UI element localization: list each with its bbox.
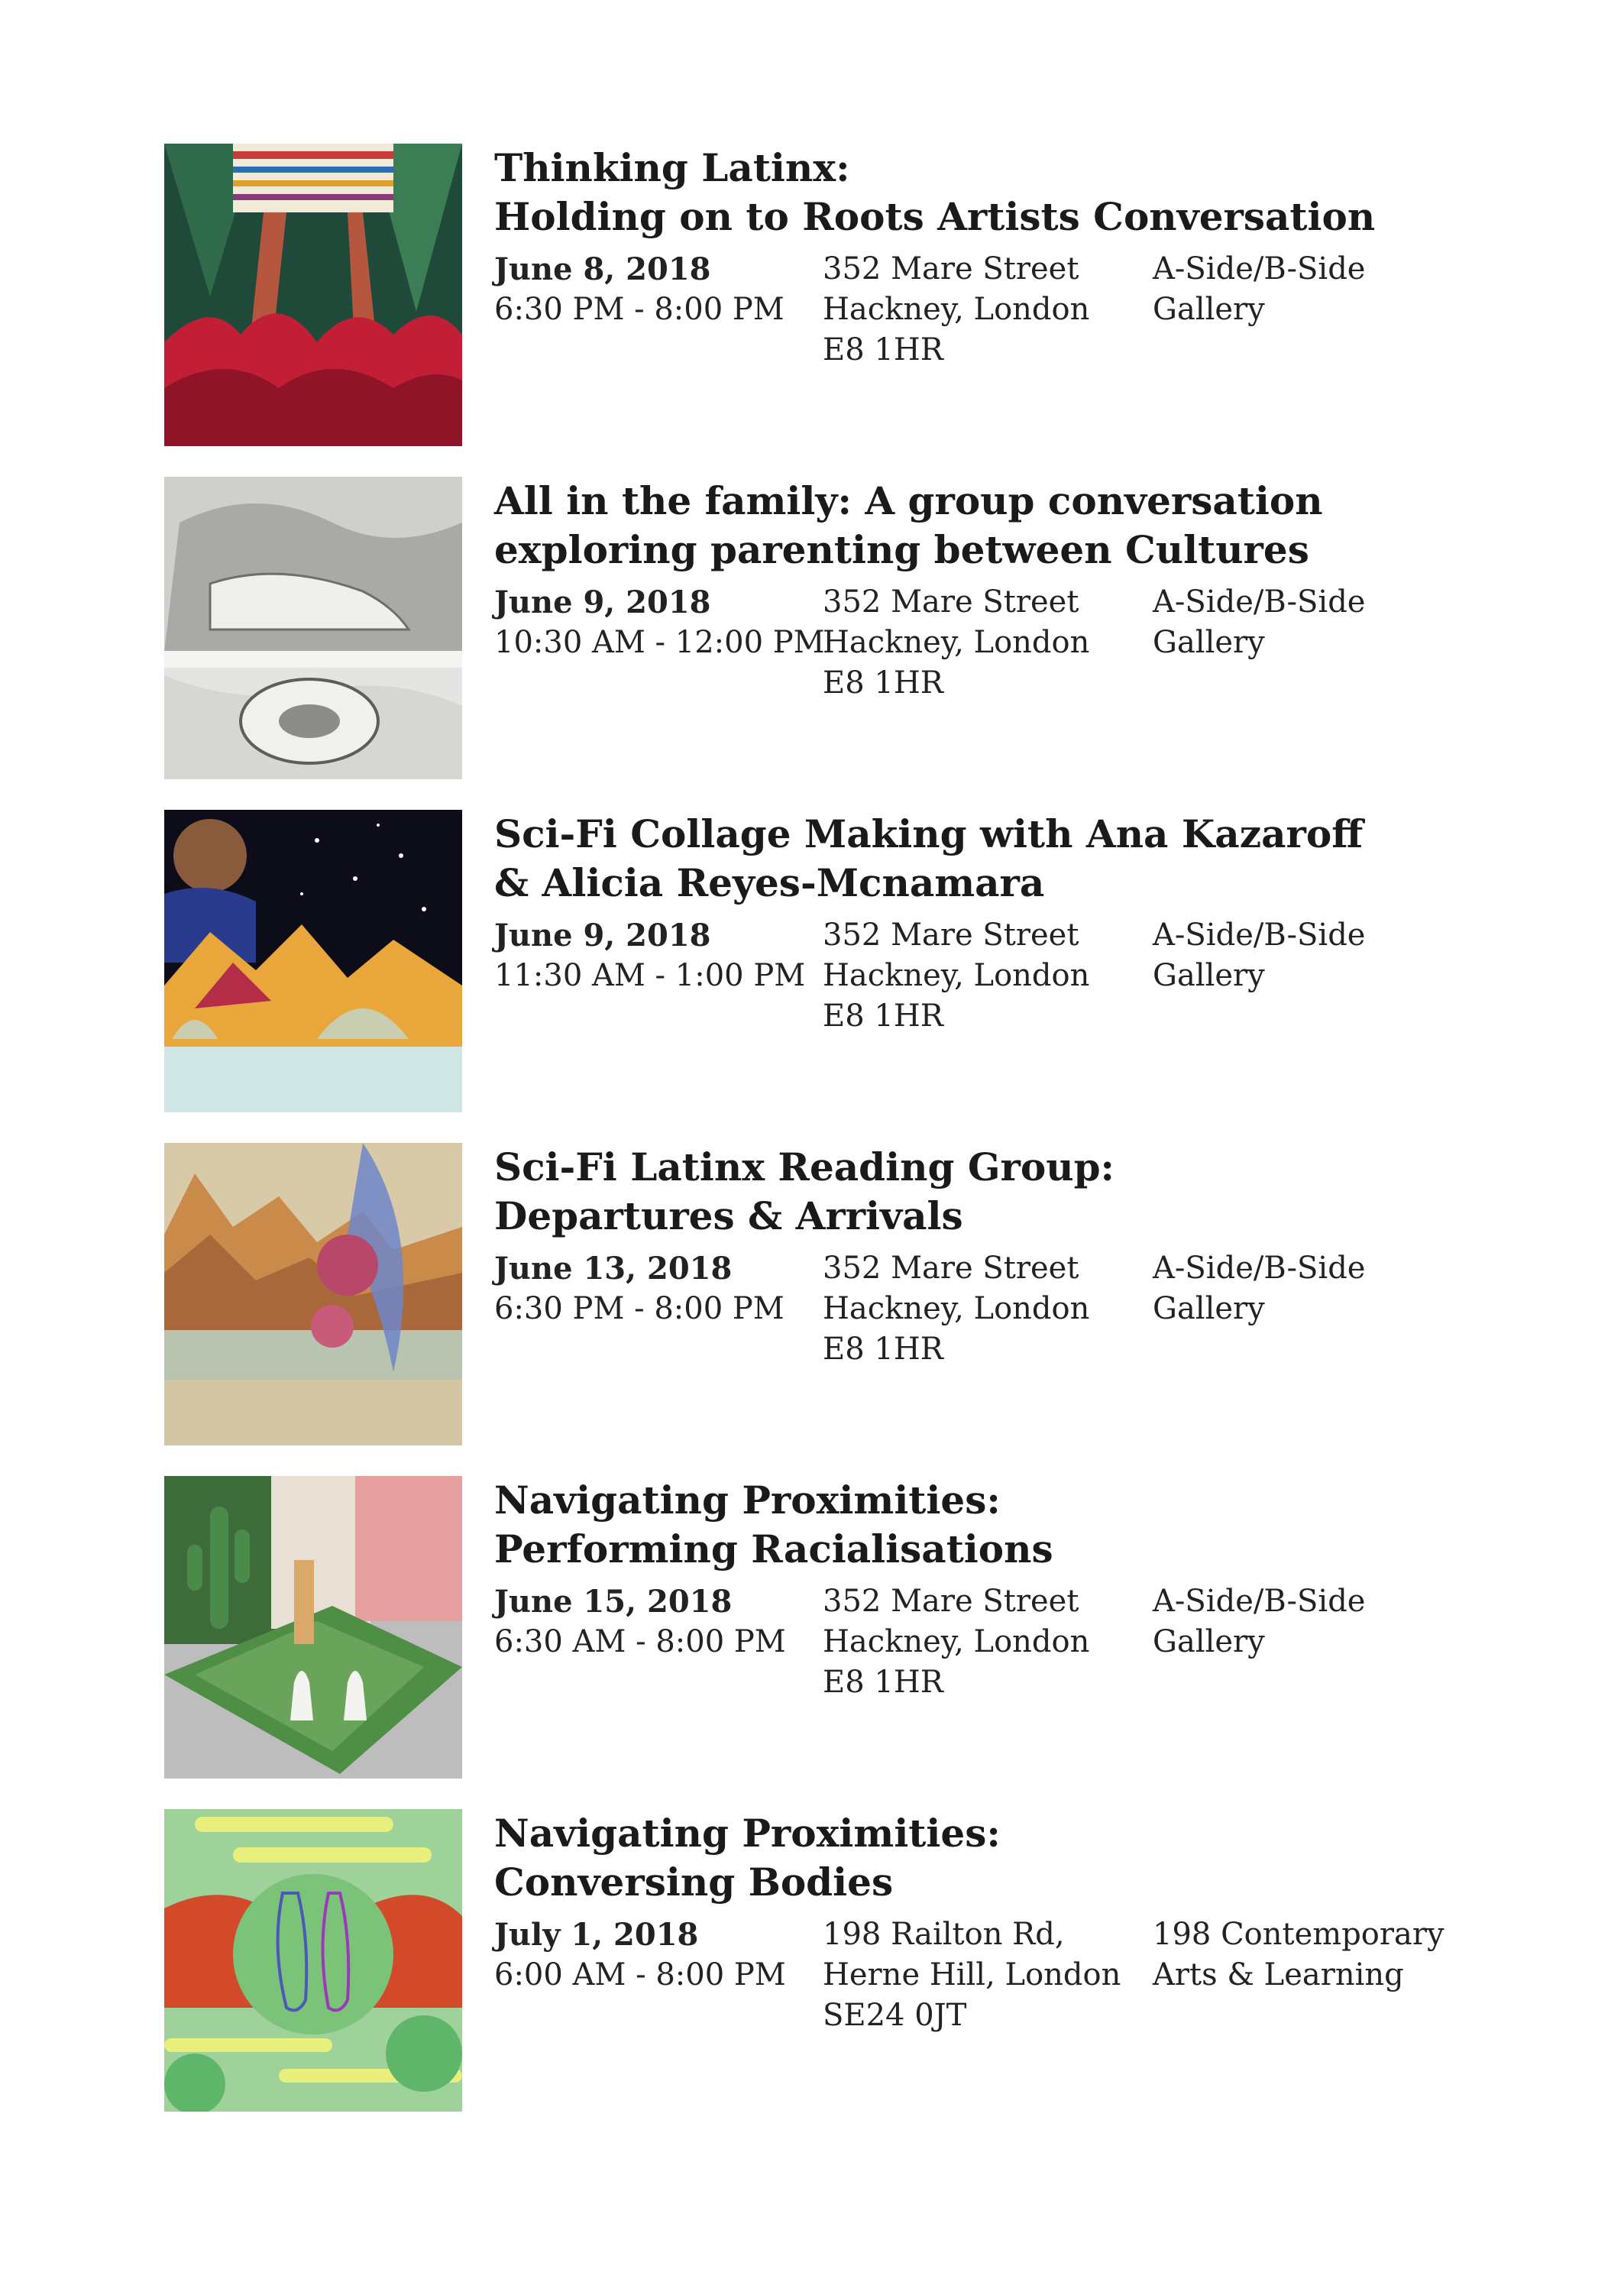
event-date-time <box>494 249 815 330</box>
event-date-time <box>494 915 815 996</box>
event-address: 352 Mare Street Hackney, London E8 1HR <box>823 918 1090 1034</box>
event-venue: A-Side/B-Side Gallery <box>1153 251 1366 327</box>
event-date-time <box>494 1581 815 1662</box>
event-artwork-image <box>164 1809 462 2112</box>
event-title: All in the family: A group conversation exploring parenting between Cultures <box>494 478 1323 572</box>
event-venue: A-Side/B-Side Gallery <box>1153 584 1366 660</box>
event-time: 6:00 AM - 8:00 PM <box>494 1957 786 1992</box>
event-time: 6:30 AM - 8:00 PM <box>494 1624 786 1659</box>
event-venue: 198 Contemporary Arts & Learning <box>1153 1917 1444 1992</box>
event-artwork-image <box>164 144 462 446</box>
event-date: July 1, 2018 <box>494 1917 699 1953</box>
event-date-time <box>494 1248 815 1329</box>
event-time: 6:30 PM - 8:00 PM <box>494 1291 785 1326</box>
event-title: Navigating Proximities: Performing Racialisations <box>494 1478 1053 1571</box>
event-item <box>164 477 1463 779</box>
event-address: 352 Mare Street Hackney, London E8 1HR <box>823 1251 1090 1367</box>
event-item <box>164 1809 1463 2112</box>
event-item <box>164 144 1463 446</box>
event-time: 10:30 AM - 12:00 PM <box>494 625 825 660</box>
event-title: Navigating Proximities: Conversing Bodies <box>494 1811 1001 1905</box>
event-venue: A-Side/B-Side Gallery <box>1153 918 1366 993</box>
event-artwork-image <box>164 1143 462 1445</box>
event-title: Sci-Fi Latinx Reading Group: Departures & Arrivals <box>494 1144 1115 1238</box>
event-date-time <box>494 582 825 663</box>
event-date: June 9, 2018 <box>494 918 711 953</box>
event-item <box>164 1476 1463 1779</box>
event-date: June 15, 2018 <box>494 1584 733 1620</box>
event-date: June 8, 2018 <box>494 251 711 287</box>
event-artwork-image <box>164 810 462 1112</box>
event-item <box>164 810 1463 1112</box>
event-time: 6:30 PM - 8:00 PM <box>494 292 785 327</box>
event-time: 11:30 AM - 1:00 PM <box>494 958 806 993</box>
event-venue: A-Side/B-Side Gallery <box>1153 1251 1366 1326</box>
event-item <box>164 1143 1463 1445</box>
event-title: Thinking Latinx: Holding on to Roots Artists Conversation <box>494 145 1376 239</box>
event-artwork-image <box>164 1476 462 1779</box>
event-address: 352 Mare Street Hackney, London E8 1HR <box>823 1584 1090 1700</box>
event-address: 352 Mare Street Hackney, London E8 1HR <box>823 251 1090 367</box>
event-date: June 13, 2018 <box>494 1251 733 1287</box>
event-venue: A-Side/B-Side Gallery <box>1153 1584 1366 1659</box>
event-address: 198 Railton Rd, Herne Hill, London SE24 0JT <box>823 1917 1121 2033</box>
event-date-time <box>494 1915 815 1995</box>
event-title: Sci-Fi Collage Making with Ana Kazaroff & Alicia Reyes-Mcnamara <box>494 811 1364 905</box>
event-artwork-image <box>164 477 462 779</box>
event-address: 352 Mare Street Hackney, London E8 1HR <box>823 584 1090 701</box>
event-date: June 9, 2018 <box>494 584 711 620</box>
